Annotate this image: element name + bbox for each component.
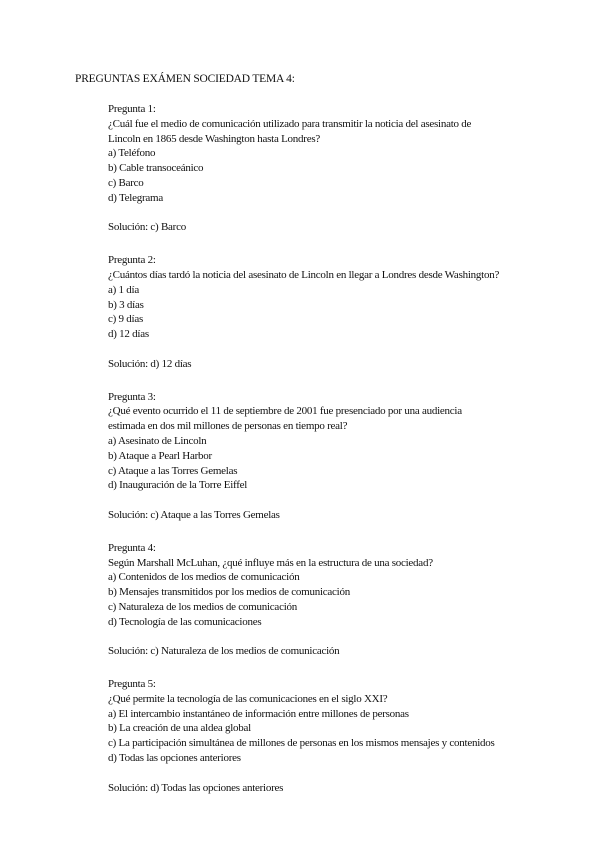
answer-option: b) Cable transoceánico bbox=[108, 162, 204, 175]
document-title: PREGUNTAS EXÁMEN SOCIEDAD TEMA 4: bbox=[75, 73, 295, 85]
answer-option: d) 12 días bbox=[108, 328, 149, 341]
answer-option: c) Ataque a las Torres Gemelas bbox=[108, 464, 238, 477]
answer-option: b) Ataque a Pearl Harbor bbox=[108, 449, 212, 462]
answer-option: c) Naturaleza de los medios de comunicación bbox=[108, 600, 298, 613]
question-label: Pregunta 2: bbox=[108, 254, 156, 267]
question-label: Pregunta 3: bbox=[108, 390, 156, 403]
question-text: Lincoln en 1865 desde Washington hasta Londres? bbox=[108, 132, 320, 145]
answer-option: a) El intercambio instantáneo de información entre millones de personas bbox=[108, 707, 409, 720]
answer-option: a) Contenidos de los medios de comunicación bbox=[108, 571, 300, 584]
answer-option: a) 1 día bbox=[108, 283, 139, 296]
answer-option: a) Asesinato de Lincoln bbox=[108, 434, 207, 447]
answer-option: c) La participación simultánea de millones de personas en los mismos mensajes y contenidos bbox=[108, 737, 495, 750]
solution-text: Solución: c) Naturaleza de los medios de comunicación bbox=[108, 645, 340, 658]
answer-option: d) Tecnología de las comunicaciones bbox=[108, 615, 262, 628]
question-label: Pregunta 5: bbox=[108, 678, 156, 691]
question-text: ¿Cuál fue el medio de comunicación utilizado para transmitir la noticia del asesinato de bbox=[108, 117, 472, 130]
question-text: Según Marshall McLuhan, ¿qué influye más en la estructura de una sociedad? bbox=[108, 556, 433, 569]
question-text: estimada en dos mil millones de personas en tiempo real? bbox=[108, 420, 348, 433]
solution-text: Solución: d) 12 días bbox=[108, 357, 192, 370]
question-label: Pregunta 1: bbox=[108, 103, 156, 115]
questions-list bbox=[108, 102, 548, 813]
answer-option: a) Teléfono bbox=[108, 147, 156, 160]
answer-option: c) 9 días bbox=[108, 313, 144, 326]
answer-option: d) Telegrama bbox=[108, 191, 163, 204]
question-2 bbox=[108, 253, 548, 371]
question-4 bbox=[108, 541, 548, 659]
answer-option: d) Inauguración de la Torre Eiffel bbox=[108, 479, 248, 492]
question-1 bbox=[108, 102, 548, 235]
question-text: ¿Cuántos días tardó la noticia del asesinato de Lincoln en llegar a Londres desde Washington? bbox=[108, 268, 500, 281]
question-label: Pregunta 4: bbox=[108, 541, 156, 554]
answer-option: b) 3 días bbox=[108, 298, 144, 311]
question-text: ¿Qué evento ocurrido el 11 de septiembre de 2001 fue presenciado por una audiencia bbox=[108, 405, 462, 418]
solution-text: Solución: c) Ataque a las Torres Gemelas bbox=[108, 508, 280, 521]
answer-option: b) Mensajes transmitidos por los medios de comunicación bbox=[108, 586, 350, 599]
answer-option: b) La creación de una aldea global bbox=[108, 722, 251, 735]
question-3 bbox=[108, 390, 548, 523]
question-5 bbox=[108, 677, 548, 795]
answer-option: d) Todas las opciones anteriores bbox=[108, 752, 241, 765]
question-text: ¿Qué permite la tecnología de las comunicaciones en el siglo XXI? bbox=[108, 692, 388, 705]
solution-text: Solución: d) Todas las opciones anteriores bbox=[108, 781, 284, 794]
solution-text: Solución: c) Barco bbox=[108, 221, 186, 234]
answer-option: c) Barco bbox=[108, 176, 144, 189]
